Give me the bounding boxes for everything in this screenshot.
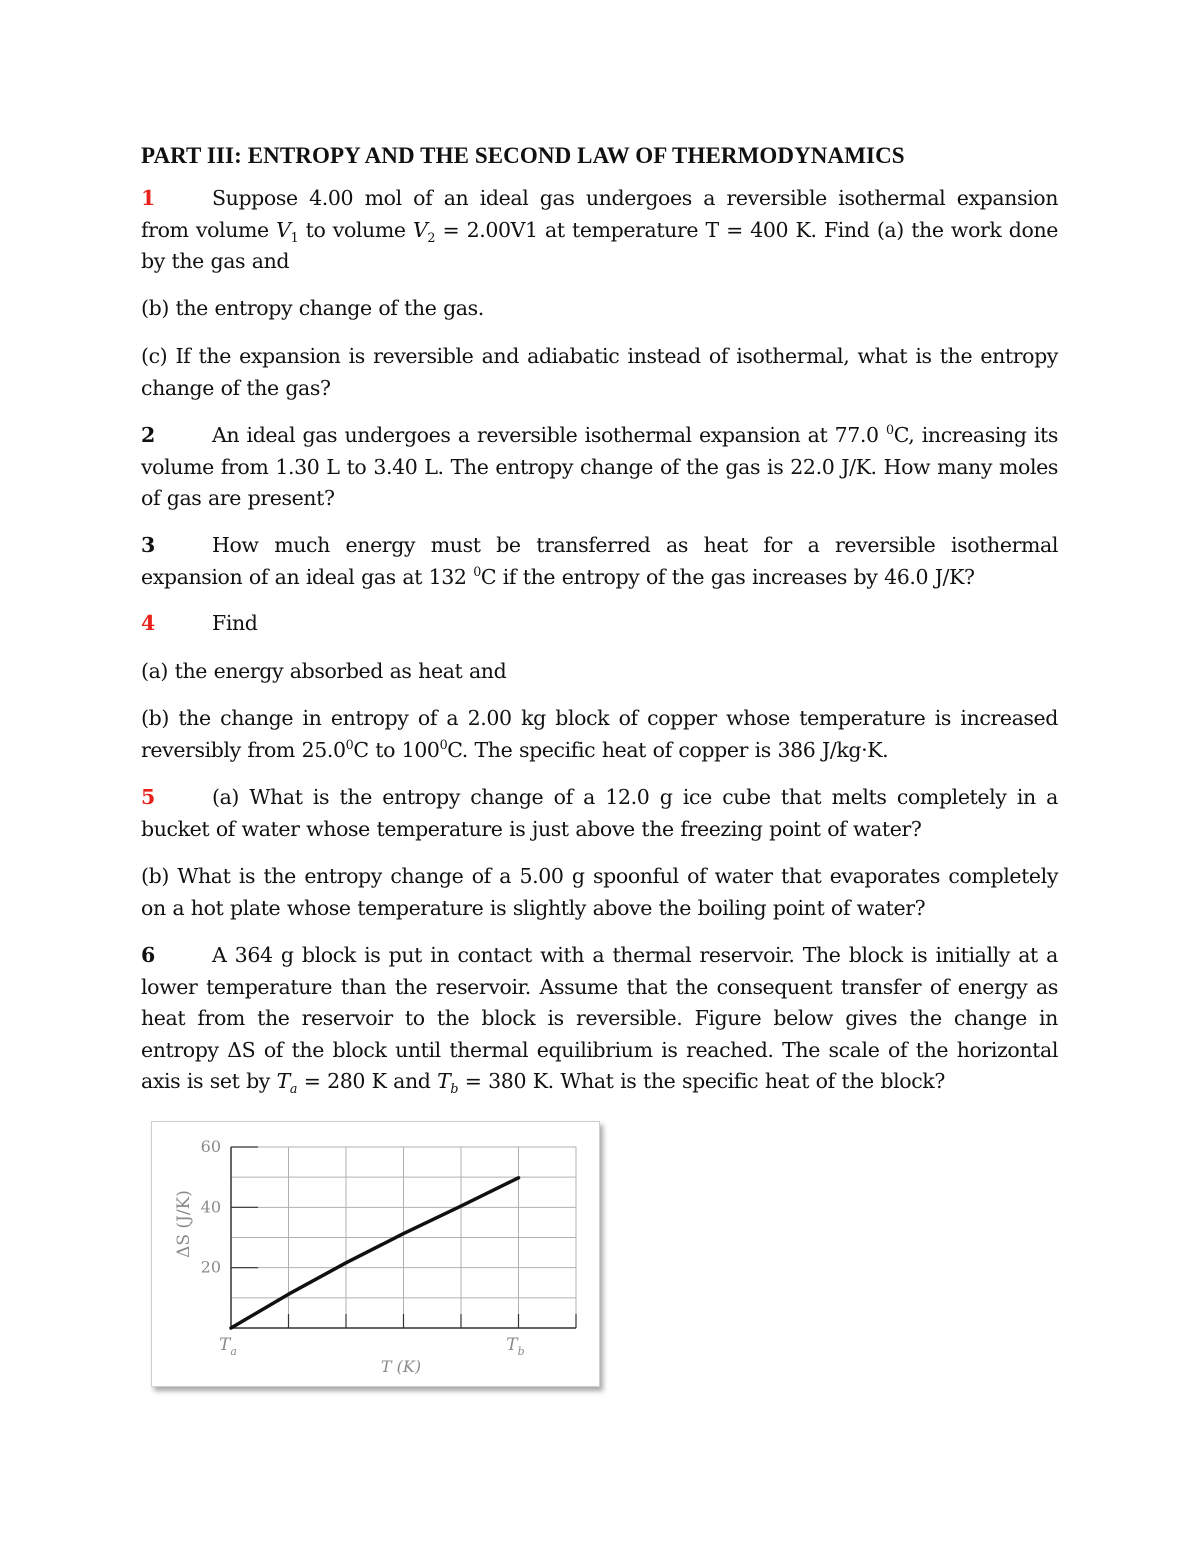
question-1-part-c: (c) If the expansion is reversible and adiabatic instead of isothermal, what is the entropy change of the gas? [141, 344, 1058, 400]
question-number-5: 5 [141, 785, 155, 809]
question-number-6: 6 [141, 943, 155, 967]
question-number-4: 4 [141, 611, 155, 635]
question-number-3: 3 [141, 533, 155, 557]
chart-marks [231, 1178, 519, 1328]
question-3: 3 How much energy must be transferred as heat for a reversible isothermal expansion of an ideal gas at 132 $^0$C if the entropy of the gas increases by 46.0 J/K? [141, 530, 1058, 593]
y-tick-label: 60 [200, 1137, 221, 1156]
question-4-part-a: (a) the energy absorbed as heat and [141, 659, 507, 683]
x-axis-label: T (K) [380, 1357, 422, 1376]
y-tick-label: 20 [200, 1257, 221, 1277]
page-title: PART III: ENTROPY AND THE SECOND LAW OF THERMODYNAMICS [141, 143, 905, 168]
y-tick-label: 40 [200, 1197, 221, 1217]
question-4: 4 Find [141, 608, 1058, 640]
x-tick-label: $T_a$ [219, 1335, 237, 1358]
entropy-figure [151, 1121, 600, 1387]
question-number-2: 2 [141, 423, 155, 447]
entropy-chart [152, 1122, 599, 1386]
x-tick-label: $T_b$ [506, 1335, 525, 1358]
chart-grid [231, 1147, 576, 1328]
question-1: 1 Suppose 4.00 mol of an ideal gas undergoes a reversible isothermal expansion from volume $V_1$ to volume $V_2 = 2.00V1$ at temperature T = 400 K. Find (a) the work done by the gas and [141, 183, 1058, 278]
entropy-curve [231, 1178, 519, 1328]
question-5-part-b: (b) What is the entropy change of a 5.00 g spoonful of water that evaporates completely on a hot plate whose temperature is slightly above the boiling point of water? [141, 864, 1058, 920]
question-2: 2 An ideal gas undergoes a reversible isothermal expansion at 77.0 $^0$C, increasing its volume from 1.30 L to 3.40 L. The entropy change of the gas is 22.0 J/K. How many moles of gas are present? [141, 420, 1058, 515]
question-1-part-b: (b) the entropy change of the gas. [141, 296, 484, 320]
chart-axes [201, 1137, 576, 1358]
question-number-1: 1 [141, 186, 155, 210]
question-6: 6 A 364 g block is put in contact with a thermal reservoir. The block is initially at a lower temperature than the reservoir. Assume that the consequent transfer of energy as heat from the reservoir to the block is reversible. Figure below gives the change in entropy ΔS of the block until thermal equilibrium is reached. The scale of the horizontal axis is set by $T_a = 280$ K and $T_b = 380$ K. What is the specific heat of the block? [141, 940, 1058, 1098]
question-5: 5 (a) What is the entropy change of a 12.0 g ice cube that melts completely in a bucket of water whose temperature is just above the freezing point of water? [141, 782, 1058, 845]
question-4-part-b: (b) the change in entropy of a 2.00 kg block of copper whose temperature is increased reversibly from 25.0$^0$C to $100^0C$. The specific heat of copper is 386 J/kg·K. [141, 706, 1058, 762]
y-axis-label: ΔS (J/K) [174, 1190, 194, 1258]
